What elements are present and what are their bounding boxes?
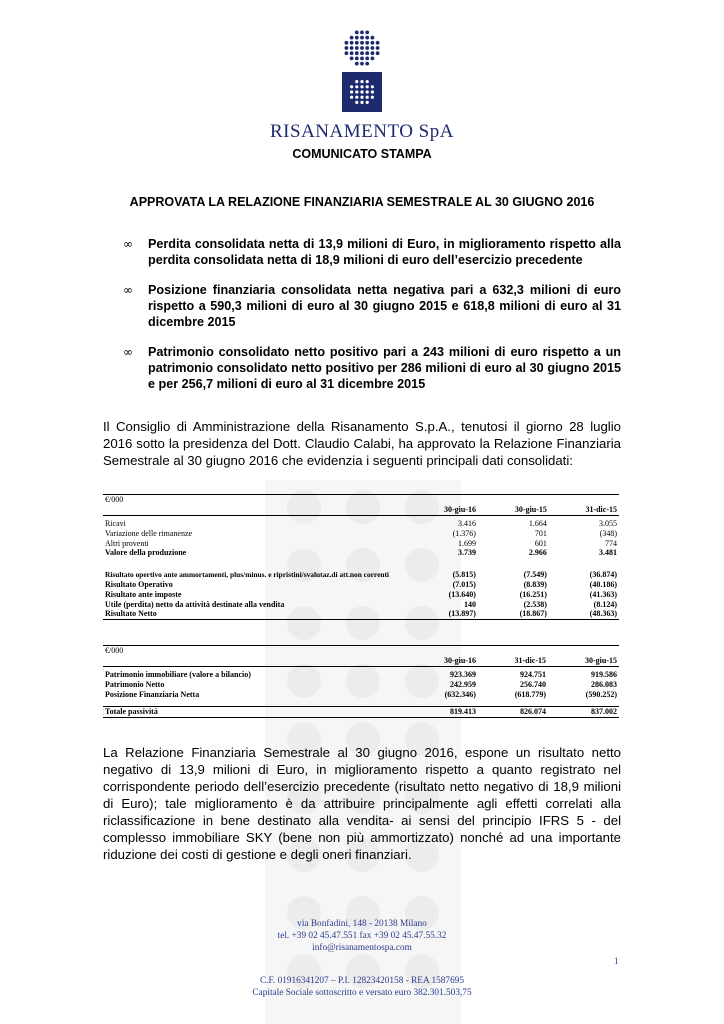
logo-emblem-icon: [342, 28, 382, 117]
column-header: 31-dic-15: [585, 505, 617, 515]
column-header: 30-giu-16: [443, 656, 476, 666]
table-row: Utile (perdita) netto da attività destinate alla vendita 140 (2.538) (8.124): [105, 599, 617, 609]
column-header: 31-dic-15: [514, 656, 547, 666]
intro-paragraph: Il Consiglio di Amministrazione della Risanamento S.p.A., tenutosi il giorno 28 luglio 2016 sotto la presidenza del Dott. Claudio Calabi, ha approvato la Relazione Finanziaria Semestrale al 30 giugno 2016 che evidenzia i seguenti principali dati consolidati:: [103, 419, 621, 468]
page-number: 1: [614, 956, 619, 966]
document-title: COMUNICATO STAMPA: [292, 147, 432, 161]
footer-email: info@risanamentospa.com: [312, 943, 412, 953]
column-header: 30-giu-15: [585, 656, 617, 666]
highlights-list: [123, 236, 621, 406]
table-row: Valore della produzione 3.739 2.966 3.481: [105, 548, 617, 558]
table-row: Patrimonio immobiliare (valore a bilancio) 923.369 924.751 919.586: [105, 670, 617, 679]
highlight-item: [123, 236, 621, 268]
table-row: Variazione delle rimanenze (1.376) 701 (348): [105, 528, 617, 538]
balance-table: [103, 645, 619, 718]
table-row: Risultato ante imposte (13.640) (16.251) (41.363): [105, 589, 617, 599]
table-row: Totale passività 819.413 826.074 837.002: [105, 707, 617, 717]
footer-share-capital: Capitale Sociale sottoscritto e versato euro 382.301.503,75: [252, 988, 472, 998]
document-subtitle: APPROVATA LA RELAZIONE FINANZIARIA SEMESTRALE AL 30 GIUGNO 2016: [129, 195, 595, 209]
body-paragraph: La Relazione Finanziaria Semestrale al 30 giugno 2016, espone un risultato netto negativo di 13,9 milioni di Euro, in miglioramento rispetto a quanto registrato nel corrispondente periodo dell’esercizio precedente (risultato netto negativo di 18,9 milioni di Euro); tale miglioramento è da attribuire principalmente agli effetti correlati alla riclassificazione in bene destinato alla vendita- ai sensi del principio IFRS 5 - del complesso immobiliare SKY (bene non più ammortizzato) nonché ad una importante riduzione dei costi di gestione e degli oneri finanziari.: [103, 745, 621, 862]
income-table: [103, 494, 619, 620]
column-header: 30-giu-15: [514, 505, 547, 515]
highlight-text: Perdita consolidata netta di 13,9 milioni di Euro, in miglioramento rispetto alla perdita consolidata netta di 18,9 milioni di euro dell’esercizio precedente: [148, 237, 621, 267]
table-unit: €/000: [105, 646, 124, 655]
table-row: Altri proventi 1.699 601 774: [105, 538, 617, 548]
infinity-bullet-icon: ∞: [123, 345, 133, 359]
table-unit: €/000: [105, 495, 124, 504]
footer-fiscal-codes: C.F. 01916341207 – P.I. 12823420158 - REA 1587695: [259, 976, 465, 986]
table-row: Risultato Netto (13.897) (18.867) (48.363): [105, 609, 617, 619]
table-row: Posizione Finanziaria Netta (632.346) (618.779) (590.252): [105, 689, 617, 699]
infinity-bullet-icon: ∞: [123, 237, 133, 251]
footer-address: via Bonfadini, 148 - 20138 Milano: [297, 919, 427, 929]
highlight-text: Posizione finanziaria consolidata netta negativa pari a 632,3 milioni di euro rispetto a 590,3 milioni di euro al 30 giugno 2015 e 618,8 milioni di euro al 31 dicembre 2015: [148, 283, 621, 329]
highlight-item: [123, 344, 621, 392]
infinity-bullet-icon: ∞: [123, 283, 133, 297]
table-row: Ricavi 3.416 1.664 3.055: [105, 519, 617, 528]
column-header: 30-giu-16: [443, 505, 476, 515]
highlight-item: [123, 282, 621, 330]
footer-phone: tel. +39 02 45.47.551 fax +39 02 45.47.55.32: [277, 931, 447, 941]
table-row: Risultato Operativo (7.015) (8.839) (40.186): [105, 579, 617, 589]
company-logo: [0, 28, 724, 143]
table-row: Risultato opertivo ante ammortamenti, plus/minus. e ripristini/svalutaz.di att.non correnti (5.815) (7.549) (36.874): [105, 570, 617, 580]
company-name: RISANAMENTO SpA: [270, 121, 454, 142]
highlight-text: Patrimonio consolidato netto positivo pari a 243 milioni di euro rispetto a un patrimonio consolidato netto positivo per 286 milioni di euro al 30 giugno 2015 e per 256,7 milioni di euro al 31 dicembre 2015: [148, 345, 621, 391]
footer-legal: [0, 975, 724, 999]
footer-contacts: [0, 918, 724, 954]
table-row: Patrimonio Netto 242.959 256.740 286.083: [105, 679, 617, 689]
